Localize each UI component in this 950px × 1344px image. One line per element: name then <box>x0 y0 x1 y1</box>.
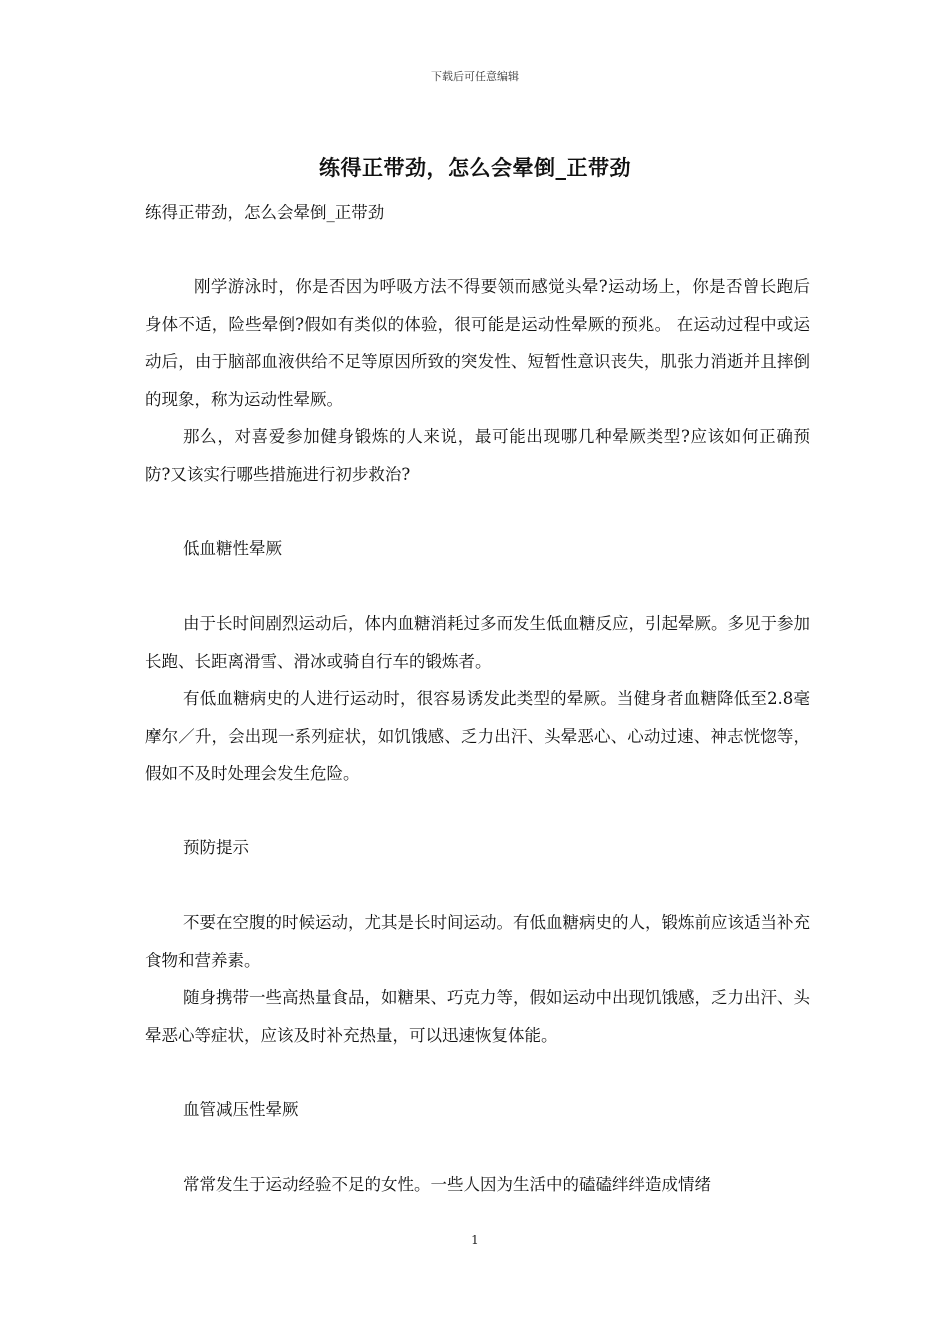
page-number: 1 <box>471 1233 479 1247</box>
paragraph-question: 那么，对喜爱参加健身锻炼的人来说，最可能出现哪几种晕厥类型?应该如何正确预防?又该实行哪些措施进行初步救治? <box>145 427 810 484</box>
paragraph-intro: 刚学游泳时，你是否因为呼吸方法不得要领而感觉头晕?运动场上，你是否曾长跑后身体不适，险些晕倒?假如有类似的体验，很可能是运动性晕厥的预兆。 在运动过程中或运动后，由于脑部血液供给不足等原因所致的突发性、短暂性意识丧失，肌张力消逝并且摔倒的现象，称为运动性晕厥。 <box>145 277 810 409</box>
paragraph-prevention-2: 随身携带一些高热量食品，如糖果、巧克力等，假如运动中出现饥饿感，乏力出汗、头晕恶心等症状，应该及时补充热量，可以迅速恢复体能。 <box>145 988 810 1045</box>
section-heading-vasodepressor: 血管减压性晕厥 <box>183 1100 299 1119</box>
section-heading-hypoglycemic: 低血糖性晕厥 <box>183 539 282 558</box>
paragraph-hypoglycemic-symptoms: 有低血糖病史的人进行运动时，很容易诱发此类型的晕厥。当健身者血糖降低至2.8毫摩尔／升，会出现一系列症状，如饥饿感、乏力出汗、头晕恶心、心动过速、神志恍惚等，假如不及时处理会发生危险。 <box>145 689 810 783</box>
page-header: 下载后可任意编辑 <box>431 70 519 83</box>
paragraph-hypoglycemic-cause: 由于长时间剧烈运动后，体内血糖消耗过多而发生低血糖反应，引起晕厥。多见于参加长跑、长距离滑雪、滑冰或骑自行车的锻炼者。 <box>145 614 810 671</box>
section-heading-prevention: 预防提示 <box>183 838 249 857</box>
document-title: 练得正带劲，怎么会晕倒_正带劲 <box>319 155 631 180</box>
paragraph-vasodepressor: 常常发生于运动经验不足的女性。一些人因为生活中的磕磕绊绊造成情绪 <box>183 1175 711 1194</box>
paragraph-prevention-1: 不要在空腹的时候运动，尤其是长时间运动。有低血糖病史的人，锻炼前应该适当补充食物和营养素。 <box>145 913 810 970</box>
document-subtitle: 练得正带劲，怎么会晕倒_正带劲 <box>145 203 385 222</box>
